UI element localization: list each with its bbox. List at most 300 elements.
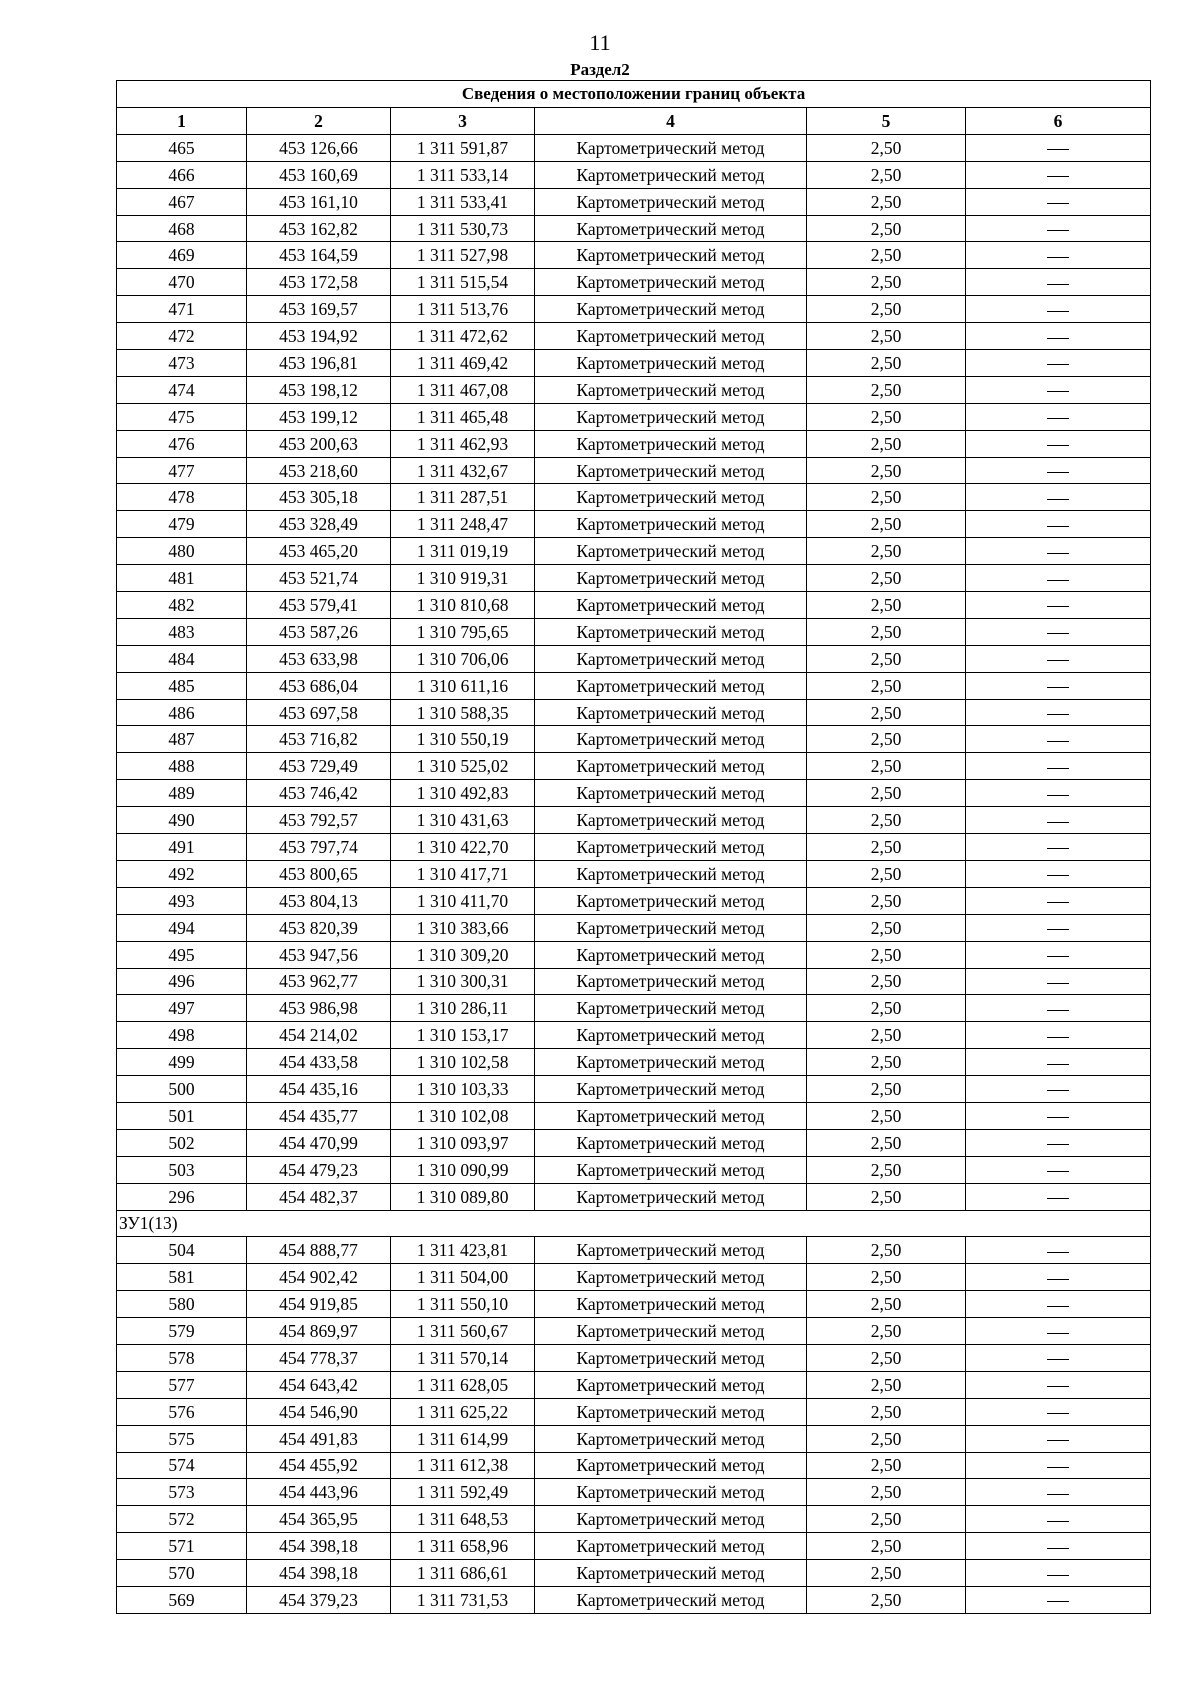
cell-y: 1 311 515,54 (391, 269, 535, 296)
cell-method: Картометрический метод (535, 1533, 807, 1560)
cell-note (966, 1479, 1151, 1506)
table-row (117, 672, 1151, 699)
cell-accuracy: 2,50 (807, 376, 966, 403)
cell-accuracy: 2,50 (807, 242, 966, 269)
cell-y: 1 311 530,73 (391, 215, 535, 242)
cell-n: 296 (117, 1183, 247, 1210)
cell-x: 454 902,42 (247, 1264, 391, 1291)
table-row (117, 1506, 1151, 1533)
dash-mark (1047, 741, 1069, 742)
cell-note (966, 484, 1151, 511)
cell-n: 493 (117, 887, 247, 914)
cell-n: 467 (117, 188, 247, 215)
cell-note (966, 726, 1151, 753)
cell-n: 492 (117, 860, 247, 887)
cell-n: 472 (117, 323, 247, 350)
cell-note (966, 376, 1151, 403)
dash-mark (1047, 1144, 1069, 1145)
cell-x: 453 160,69 (247, 161, 391, 188)
cell-accuracy: 2,50 (807, 188, 966, 215)
cell-accuracy: 2,50 (807, 269, 966, 296)
cell-accuracy: 2,50 (807, 807, 966, 834)
cell-y: 1 311 423,81 (391, 1237, 535, 1264)
cell-n: 485 (117, 672, 247, 699)
cell-note (966, 538, 1151, 565)
cell-y: 1 311 472,62 (391, 323, 535, 350)
cell-n: 576 (117, 1398, 247, 1425)
table-row (117, 1560, 1151, 1587)
dash-mark (1047, 714, 1069, 715)
table-row (117, 161, 1151, 188)
cell-note (966, 645, 1151, 672)
cell-x: 454 379,23 (247, 1586, 391, 1613)
dash-mark (1047, 1171, 1069, 1172)
cell-method: Картометрический метод (535, 1371, 807, 1398)
cell-method: Картометрический метод (535, 161, 807, 188)
cell-accuracy: 2,50 (807, 1344, 966, 1371)
cell-note (966, 887, 1151, 914)
cell-y: 1 310 153,17 (391, 1022, 535, 1049)
dash-mark (1047, 176, 1069, 177)
table-row (117, 350, 1151, 377)
dash-mark (1047, 633, 1069, 634)
cell-accuracy: 2,50 (807, 995, 966, 1022)
cell-y: 1 310 411,70 (391, 887, 535, 914)
cell-method: Картометрический метод (535, 350, 807, 377)
dash-mark (1047, 472, 1069, 473)
cell-accuracy: 2,50 (807, 161, 966, 188)
cell-method: Картометрический метод (535, 1344, 807, 1371)
cell-y: 1 310 422,70 (391, 834, 535, 861)
cell-method: Картометрический метод (535, 1452, 807, 1479)
cell-y: 1 310 611,16 (391, 672, 535, 699)
cell-x: 453 194,92 (247, 323, 391, 350)
cell-n: 491 (117, 834, 247, 861)
cell-note (966, 1452, 1151, 1479)
table-row (117, 323, 1151, 350)
cell-accuracy: 2,50 (807, 672, 966, 699)
cell-y: 1 310 309,20 (391, 941, 535, 968)
table-row (117, 565, 1151, 592)
table-row (117, 1479, 1151, 1506)
cell-y: 1 311 612,38 (391, 1452, 535, 1479)
cell-method: Картометрический метод (535, 780, 807, 807)
cell-method: Картометрический метод (535, 1586, 807, 1613)
cell-accuracy: 2,50 (807, 1586, 966, 1613)
dash-mark (1047, 795, 1069, 796)
cell-method: Картометрический метод (535, 188, 807, 215)
cell-method: Картометрический метод (535, 484, 807, 511)
cell-x: 454 470,99 (247, 1129, 391, 1156)
cell-x: 453 587,26 (247, 618, 391, 645)
dash-mark (1047, 284, 1069, 285)
cell-n: 475 (117, 403, 247, 430)
cell-accuracy: 2,50 (807, 592, 966, 619)
cell-y: 1 311 628,05 (391, 1371, 535, 1398)
cell-method: Картометрический метод (535, 1076, 807, 1103)
cell-accuracy: 2,50 (807, 753, 966, 780)
table-row (117, 376, 1151, 403)
dash-mark (1047, 768, 1069, 769)
table-row (117, 296, 1151, 323)
cell-n: 476 (117, 430, 247, 457)
cell-method: Картометрический метод (535, 269, 807, 296)
cell-n: 466 (117, 161, 247, 188)
cell-y: 1 311 625,22 (391, 1398, 535, 1425)
cell-note (966, 1049, 1151, 1076)
cell-y: 1 311 570,14 (391, 1344, 535, 1371)
cell-y: 1 310 103,33 (391, 1076, 535, 1103)
cell-note (966, 968, 1151, 995)
cell-accuracy: 2,50 (807, 538, 966, 565)
cell-method: Картометрический метод (535, 592, 807, 619)
table-row (117, 699, 1151, 726)
dash-mark (1047, 1440, 1069, 1441)
cell-n: 486 (117, 699, 247, 726)
dash-mark (1047, 1386, 1069, 1387)
table-row (117, 1156, 1151, 1183)
table-row (117, 1183, 1151, 1210)
cell-accuracy: 2,50 (807, 780, 966, 807)
dash-mark (1047, 1090, 1069, 1091)
cell-n: 471 (117, 296, 247, 323)
cell-x: 453 820,39 (247, 914, 391, 941)
cell-y: 1 311 648,53 (391, 1506, 535, 1533)
cell-x: 454 443,96 (247, 1479, 391, 1506)
cell-accuracy: 2,50 (807, 1371, 966, 1398)
table-row (117, 592, 1151, 619)
cell-n: 496 (117, 968, 247, 995)
cell-n: 487 (117, 726, 247, 753)
cell-method: Картометрический метод (535, 457, 807, 484)
cell-accuracy: 2,50 (807, 457, 966, 484)
cell-n: 569 (117, 1586, 247, 1613)
cell-accuracy: 2,50 (807, 1291, 966, 1318)
boundary-coordinates-table (116, 80, 1151, 1614)
cell-accuracy: 2,50 (807, 1049, 966, 1076)
cell-note (966, 1183, 1151, 1210)
cell-x: 453 199,12 (247, 403, 391, 430)
cell-note (966, 753, 1151, 780)
cell-accuracy: 2,50 (807, 1452, 966, 1479)
cell-n: 503 (117, 1156, 247, 1183)
cell-accuracy: 2,50 (807, 1183, 966, 1210)
table-caption: Сведения о местоположении границ объекта (117, 81, 1151, 108)
cell-note (966, 1344, 1151, 1371)
cell-accuracy: 2,50 (807, 215, 966, 242)
cell-accuracy: 2,50 (807, 914, 966, 941)
cell-y: 1 311 467,08 (391, 376, 535, 403)
cell-n: 571 (117, 1533, 247, 1560)
table-row (117, 1371, 1151, 1398)
cell-note (966, 1560, 1151, 1587)
table-row (117, 618, 1151, 645)
cell-y: 1 311 432,67 (391, 457, 535, 484)
cell-note (966, 860, 1151, 887)
cell-method: Картометрический метод (535, 1156, 807, 1183)
cell-accuracy: 2,50 (807, 1237, 966, 1264)
cell-accuracy: 2,50 (807, 430, 966, 457)
cell-note (966, 1425, 1151, 1452)
cell-y: 1 310 919,31 (391, 565, 535, 592)
cell-x: 454 398,18 (247, 1560, 391, 1587)
cell-method: Картометрический метод (535, 403, 807, 430)
cell-method: Картометрический метод (535, 565, 807, 592)
dash-mark (1047, 1252, 1069, 1253)
table-row (117, 645, 1151, 672)
cell-x: 454 546,90 (247, 1398, 391, 1425)
section-title: Раздел2 (570, 60, 630, 79)
cell-accuracy: 2,50 (807, 1022, 966, 1049)
cell-note (966, 1586, 1151, 1613)
dash-mark (1047, 526, 1069, 527)
dash-mark (1047, 257, 1069, 258)
cell-x: 454 214,02 (247, 1022, 391, 1049)
cell-y: 1 311 592,49 (391, 1479, 535, 1506)
table-group (117, 1210, 1151, 1237)
cell-y: 1 310 525,02 (391, 753, 535, 780)
cell-method: Картометрический метод (535, 941, 807, 968)
column-header: 6 (966, 108, 1151, 135)
cell-accuracy: 2,50 (807, 645, 966, 672)
dash-mark (1047, 1494, 1069, 1495)
table-row (117, 538, 1151, 565)
table-row (117, 1425, 1151, 1452)
dash-mark (1047, 1467, 1069, 1468)
cell-y: 1 311 658,96 (391, 1533, 535, 1560)
table-row (117, 887, 1151, 914)
cell-y: 1 310 417,71 (391, 860, 535, 887)
table-row (117, 726, 1151, 753)
table-body-part2 (117, 1237, 1151, 1613)
table-row (117, 1533, 1151, 1560)
cell-accuracy: 2,50 (807, 484, 966, 511)
cell-x: 453 804,13 (247, 887, 391, 914)
table-row (117, 134, 1151, 161)
cell-y: 1 311 686,61 (391, 1560, 535, 1587)
cell-method: Картометрический метод (535, 699, 807, 726)
cell-method: Картометрический метод (535, 887, 807, 914)
table-row (117, 1049, 1151, 1076)
cell-y: 1 310 090,99 (391, 1156, 535, 1183)
dash-mark (1047, 875, 1069, 876)
cell-method: Картометрический метод (535, 511, 807, 538)
cell-x: 454 435,77 (247, 1102, 391, 1129)
cell-note (966, 323, 1151, 350)
cell-x: 453 172,58 (247, 269, 391, 296)
table-body-part1 (117, 134, 1151, 1210)
cell-method: Картометрический метод (535, 753, 807, 780)
table-row (117, 457, 1151, 484)
column-header: 5 (807, 108, 966, 135)
cell-method: Картометрический метод (535, 376, 807, 403)
cell-x: 453 797,74 (247, 834, 391, 861)
cell-note (966, 1102, 1151, 1129)
cell-x: 453 986,98 (247, 995, 391, 1022)
dash-mark (1047, 1306, 1069, 1307)
cell-x: 453 126,66 (247, 134, 391, 161)
dash-mark (1047, 311, 1069, 312)
cell-y: 1 311 469,42 (391, 350, 535, 377)
cell-method: Картометрический метод (535, 1237, 807, 1264)
cell-note (966, 618, 1151, 645)
cell-note (966, 1318, 1151, 1345)
table-row (117, 1398, 1151, 1425)
cell-x: 454 398,18 (247, 1533, 391, 1560)
dash-mark (1047, 391, 1069, 392)
cell-n: 504 (117, 1237, 247, 1264)
cell-y: 1 311 560,67 (391, 1318, 535, 1345)
cell-x: 454 888,77 (247, 1237, 391, 1264)
cell-note (966, 188, 1151, 215)
cell-n: 502 (117, 1129, 247, 1156)
cell-n: 577 (117, 1371, 247, 1398)
table-row (117, 1291, 1151, 1318)
table-row (117, 403, 1151, 430)
table-row (117, 269, 1151, 296)
table-row (117, 1586, 1151, 1613)
cell-x: 453 198,12 (247, 376, 391, 403)
page-number: 11 (589, 30, 611, 55)
cell-method: Картометрический метод (535, 1264, 807, 1291)
cell-y: 1 311 527,98 (391, 242, 535, 269)
cell-y: 1 311 614,99 (391, 1425, 535, 1452)
cell-note (966, 161, 1151, 188)
table-row (117, 1344, 1151, 1371)
cell-y: 1 310 286,11 (391, 995, 535, 1022)
table-row (117, 1318, 1151, 1345)
cell-method: Картометрический метод (535, 1479, 807, 1506)
column-header: 4 (535, 108, 807, 135)
cell-method: Картометрический метод (535, 1560, 807, 1587)
cell-x: 453 328,49 (247, 511, 391, 538)
table-row (117, 1102, 1151, 1129)
cell-y: 1 310 093,97 (391, 1129, 535, 1156)
cell-y: 1 310 795,65 (391, 618, 535, 645)
cell-n: 578 (117, 1344, 247, 1371)
cell-accuracy: 2,50 (807, 1102, 966, 1129)
dash-mark (1047, 149, 1069, 150)
dash-mark (1047, 1010, 1069, 1011)
cell-accuracy: 2,50 (807, 1479, 966, 1506)
cell-method: Картометрический метод (535, 215, 807, 242)
cell-method: Картометрический метод (535, 242, 807, 269)
cell-note (966, 780, 1151, 807)
dash-mark (1047, 1117, 1069, 1118)
cell-x: 453 800,65 (247, 860, 391, 887)
table-row (117, 430, 1151, 457)
cell-accuracy: 2,50 (807, 511, 966, 538)
dash-mark (1047, 499, 1069, 500)
cell-y: 1 311 465,48 (391, 403, 535, 430)
dash-mark (1047, 418, 1069, 419)
cell-accuracy: 2,50 (807, 1318, 966, 1345)
cell-x: 454 365,95 (247, 1506, 391, 1533)
dash-mark (1047, 822, 1069, 823)
cell-accuracy: 2,50 (807, 323, 966, 350)
dash-mark (1047, 1333, 1069, 1334)
dash-mark (1047, 364, 1069, 365)
group-label: ЗУ1(13) (117, 1210, 1151, 1237)
cell-method: Картометрический метод (535, 726, 807, 753)
dash-mark (1047, 203, 1069, 204)
cell-note (966, 1533, 1151, 1560)
cell-accuracy: 2,50 (807, 134, 966, 161)
cell-x: 453 633,98 (247, 645, 391, 672)
table-row (117, 753, 1151, 780)
cell-n: 575 (117, 1425, 247, 1452)
table-row (117, 941, 1151, 968)
dash-mark (1047, 338, 1069, 339)
cell-method: Картометрический метод (535, 323, 807, 350)
cell-note (966, 1371, 1151, 1398)
dash-mark (1047, 553, 1069, 554)
cell-y: 1 311 287,51 (391, 484, 535, 511)
cell-n: 488 (117, 753, 247, 780)
cell-x: 453 169,57 (247, 296, 391, 323)
cell-n: 494 (117, 914, 247, 941)
cell-x: 453 162,82 (247, 215, 391, 242)
cell-method: Картометрический метод (535, 538, 807, 565)
cell-method: Картометрический метод (535, 1398, 807, 1425)
cell-accuracy: 2,50 (807, 1129, 966, 1156)
column-header: 2 (247, 108, 391, 135)
cell-accuracy: 2,50 (807, 834, 966, 861)
cell-note (966, 565, 1151, 592)
cell-y: 1 310 431,63 (391, 807, 535, 834)
cell-n: 570 (117, 1560, 247, 1587)
cell-n: 490 (117, 807, 247, 834)
cell-note (966, 1022, 1151, 1049)
cell-n: 573 (117, 1479, 247, 1506)
cell-method: Картометрический метод (535, 834, 807, 861)
cell-n: 479 (117, 511, 247, 538)
table-row (117, 242, 1151, 269)
cell-y: 1 310 706,06 (391, 645, 535, 672)
cell-note (966, 1076, 1151, 1103)
cell-n: 483 (117, 618, 247, 645)
dash-mark (1047, 1575, 1069, 1576)
cell-note (966, 1156, 1151, 1183)
table-row (117, 1129, 1151, 1156)
cell-n: 484 (117, 645, 247, 672)
cell-x: 453 729,49 (247, 753, 391, 780)
cell-x: 454 869,97 (247, 1318, 391, 1345)
cell-n: 478 (117, 484, 247, 511)
cell-accuracy: 2,50 (807, 941, 966, 968)
cell-method: Картометрический метод (535, 430, 807, 457)
cell-x: 453 792,57 (247, 807, 391, 834)
cell-x: 453 305,18 (247, 484, 391, 511)
table-row (117, 1452, 1151, 1479)
cell-n: 574 (117, 1452, 247, 1479)
cell-note (966, 1129, 1151, 1156)
cell-note (966, 1264, 1151, 1291)
dash-mark (1047, 983, 1069, 984)
cell-method: Картометрический метод (535, 1102, 807, 1129)
cell-accuracy: 2,50 (807, 887, 966, 914)
table-row (117, 1076, 1151, 1103)
cell-x: 453 164,59 (247, 242, 391, 269)
cell-x: 454 643,42 (247, 1371, 391, 1398)
cell-n: 468 (117, 215, 247, 242)
cell-note (966, 672, 1151, 699)
table-row (117, 914, 1151, 941)
cell-y: 1 311 513,76 (391, 296, 535, 323)
table-row (117, 780, 1151, 807)
table-row (117, 1264, 1151, 1291)
cell-method: Картометрический метод (535, 995, 807, 1022)
